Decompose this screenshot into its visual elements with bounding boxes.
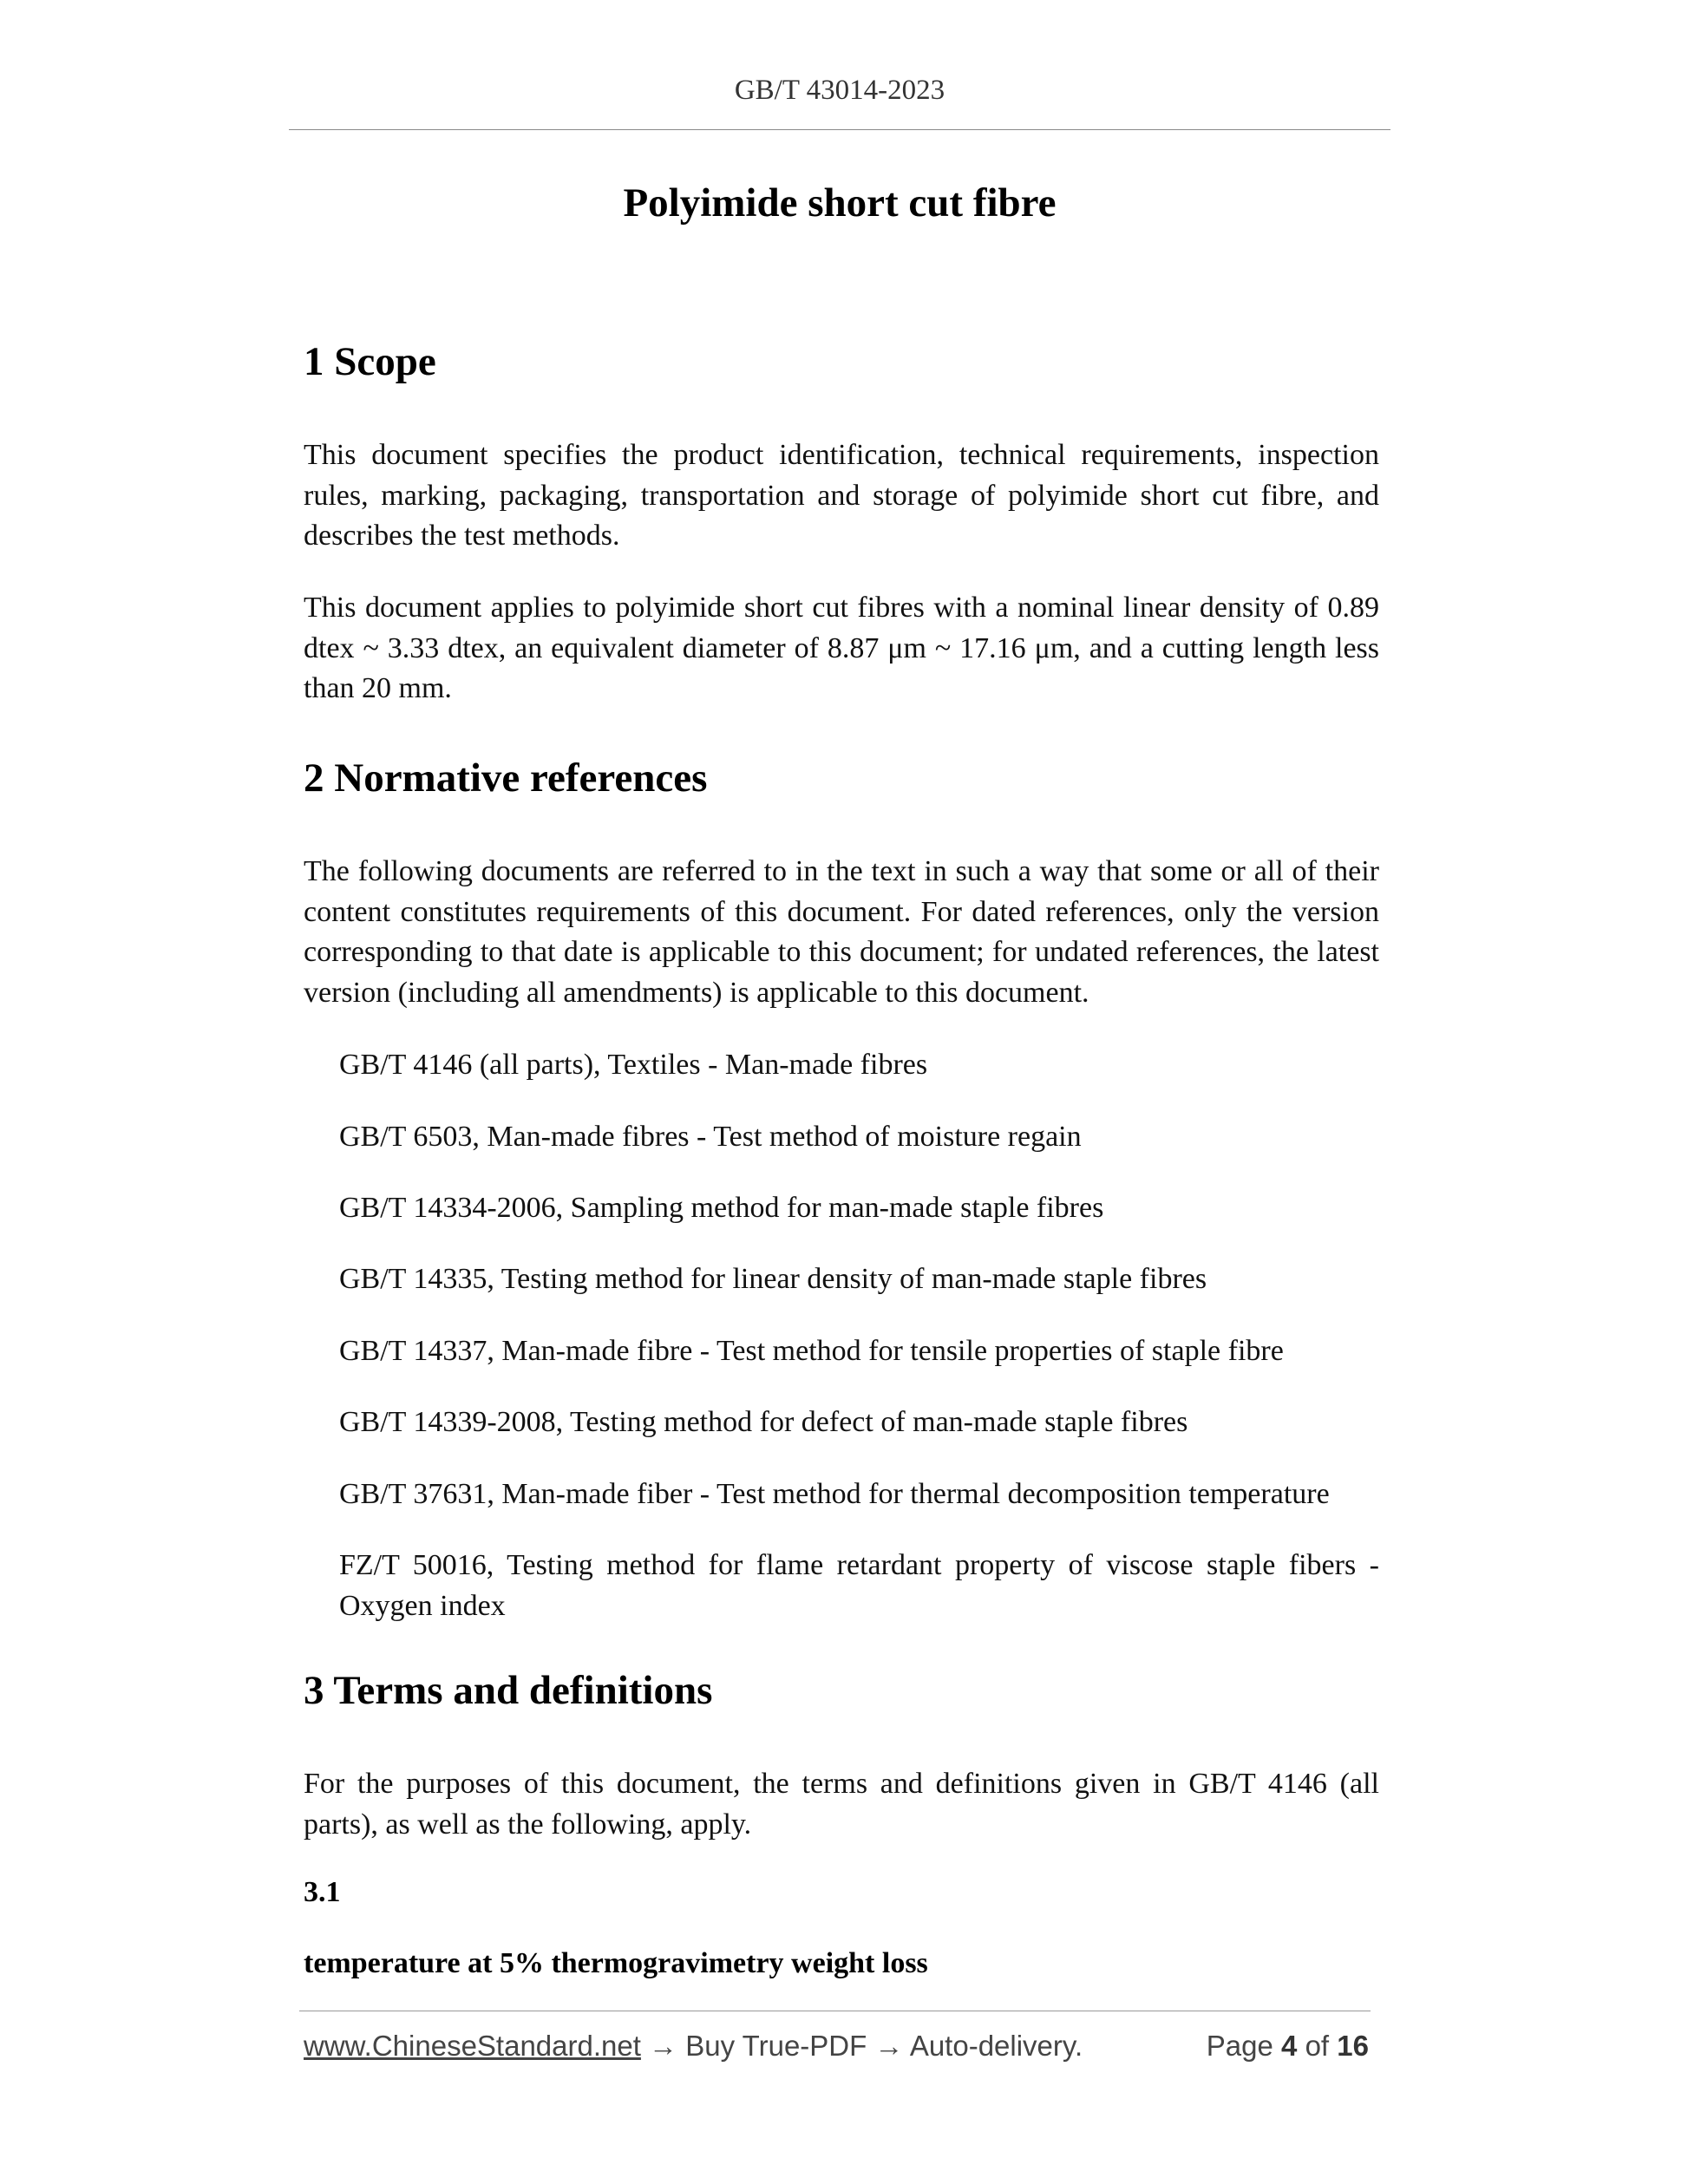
reference-item: GB/T 14339-2008, Testing method for defect of man-made staple fibres bbox=[339, 1406, 1188, 1438]
header-divider bbox=[289, 129, 1390, 130]
document-title: Polyimide short cut fibre bbox=[623, 180, 1057, 226]
reference-item: GB/T 4146 (all parts), Textiles - Man-made fibres bbox=[339, 1049, 928, 1081]
terms-intro-paragraph: For the purposes of this document, the terms and definitions given in GB/T 4146 (all parts), as well as the following, apply. bbox=[304, 1768, 1379, 1841]
scope-paragraph: This document applies to polyimide short cut fibres with a nominal linear density of 0.89 dtex ~ 3.33 dtex, an equivalent diameter of 8.87 μm ~ 17.16 μm, and a cutting length less than 20 mm. bbox=[304, 592, 1379, 704]
term-title: temperature at 5% thermogravimetry weight loss bbox=[304, 1947, 928, 1979]
page-indicator bbox=[1207, 2030, 1369, 2063]
footer-promo bbox=[304, 2030, 1083, 2063]
reference-item: GB/T 6503, Man-made fibres - Test method of moisture regain bbox=[339, 1121, 1082, 1153]
clause-number: 3.1 bbox=[304, 1876, 341, 1908]
running-header: GB/T 43014-2023 bbox=[734, 75, 945, 106]
reference-item: GB/T 14334-2006, Sampling method for man-made staple fibres bbox=[339, 1192, 1104, 1224]
page-of-label: of bbox=[1305, 2030, 1330, 2062]
normative-intro-paragraph: The following documents are referred to in the text in such a way that some or all of their content constitutes requirements of this document. For dated references, only the version corresponding to that date is applicable to this document; for undated references, the latest version (including all amendments) is applicable to this document. bbox=[304, 855, 1379, 1009]
footer-promo-text: → Buy True-PDF → Auto-delivery. bbox=[640, 2030, 1083, 2062]
reference-item: GB/T 37631, Man-made fiber - Test method for thermal decomposition temperature bbox=[339, 1478, 1330, 1510]
scope-paragraph: This document specifies the product identification, technical requirements, inspection rules, marking, packaging, transportation and storage of polyimide short cut fibre, and describes the test methods. bbox=[304, 439, 1379, 552]
current-page-number: 4 bbox=[1281, 2030, 1298, 2062]
website-link[interactable]: www.ChineseStandard.net bbox=[304, 2030, 641, 2062]
reference-item: GB/T 14337, Man-made fibre - Test method for tensile properties of staple fibre bbox=[339, 1335, 1284, 1367]
reference-item: FZ/T 50016, Testing method for flame retardant property of viscose staple fibers - Oxygen index bbox=[339, 1549, 1379, 1622]
section-heading-terms-definitions: 3 Terms and definitions bbox=[304, 1668, 713, 1713]
total-pages-number: 16 bbox=[1337, 2030, 1369, 2062]
section-heading-scope: 1 Scope bbox=[304, 339, 436, 384]
page-label: Page bbox=[1206, 2030, 1273, 2062]
reference-item: GB/T 14335, Testing method for linear density of man-made staple fibres bbox=[339, 1263, 1207, 1295]
section-heading-normative-references: 2 Normative references bbox=[304, 755, 708, 801]
